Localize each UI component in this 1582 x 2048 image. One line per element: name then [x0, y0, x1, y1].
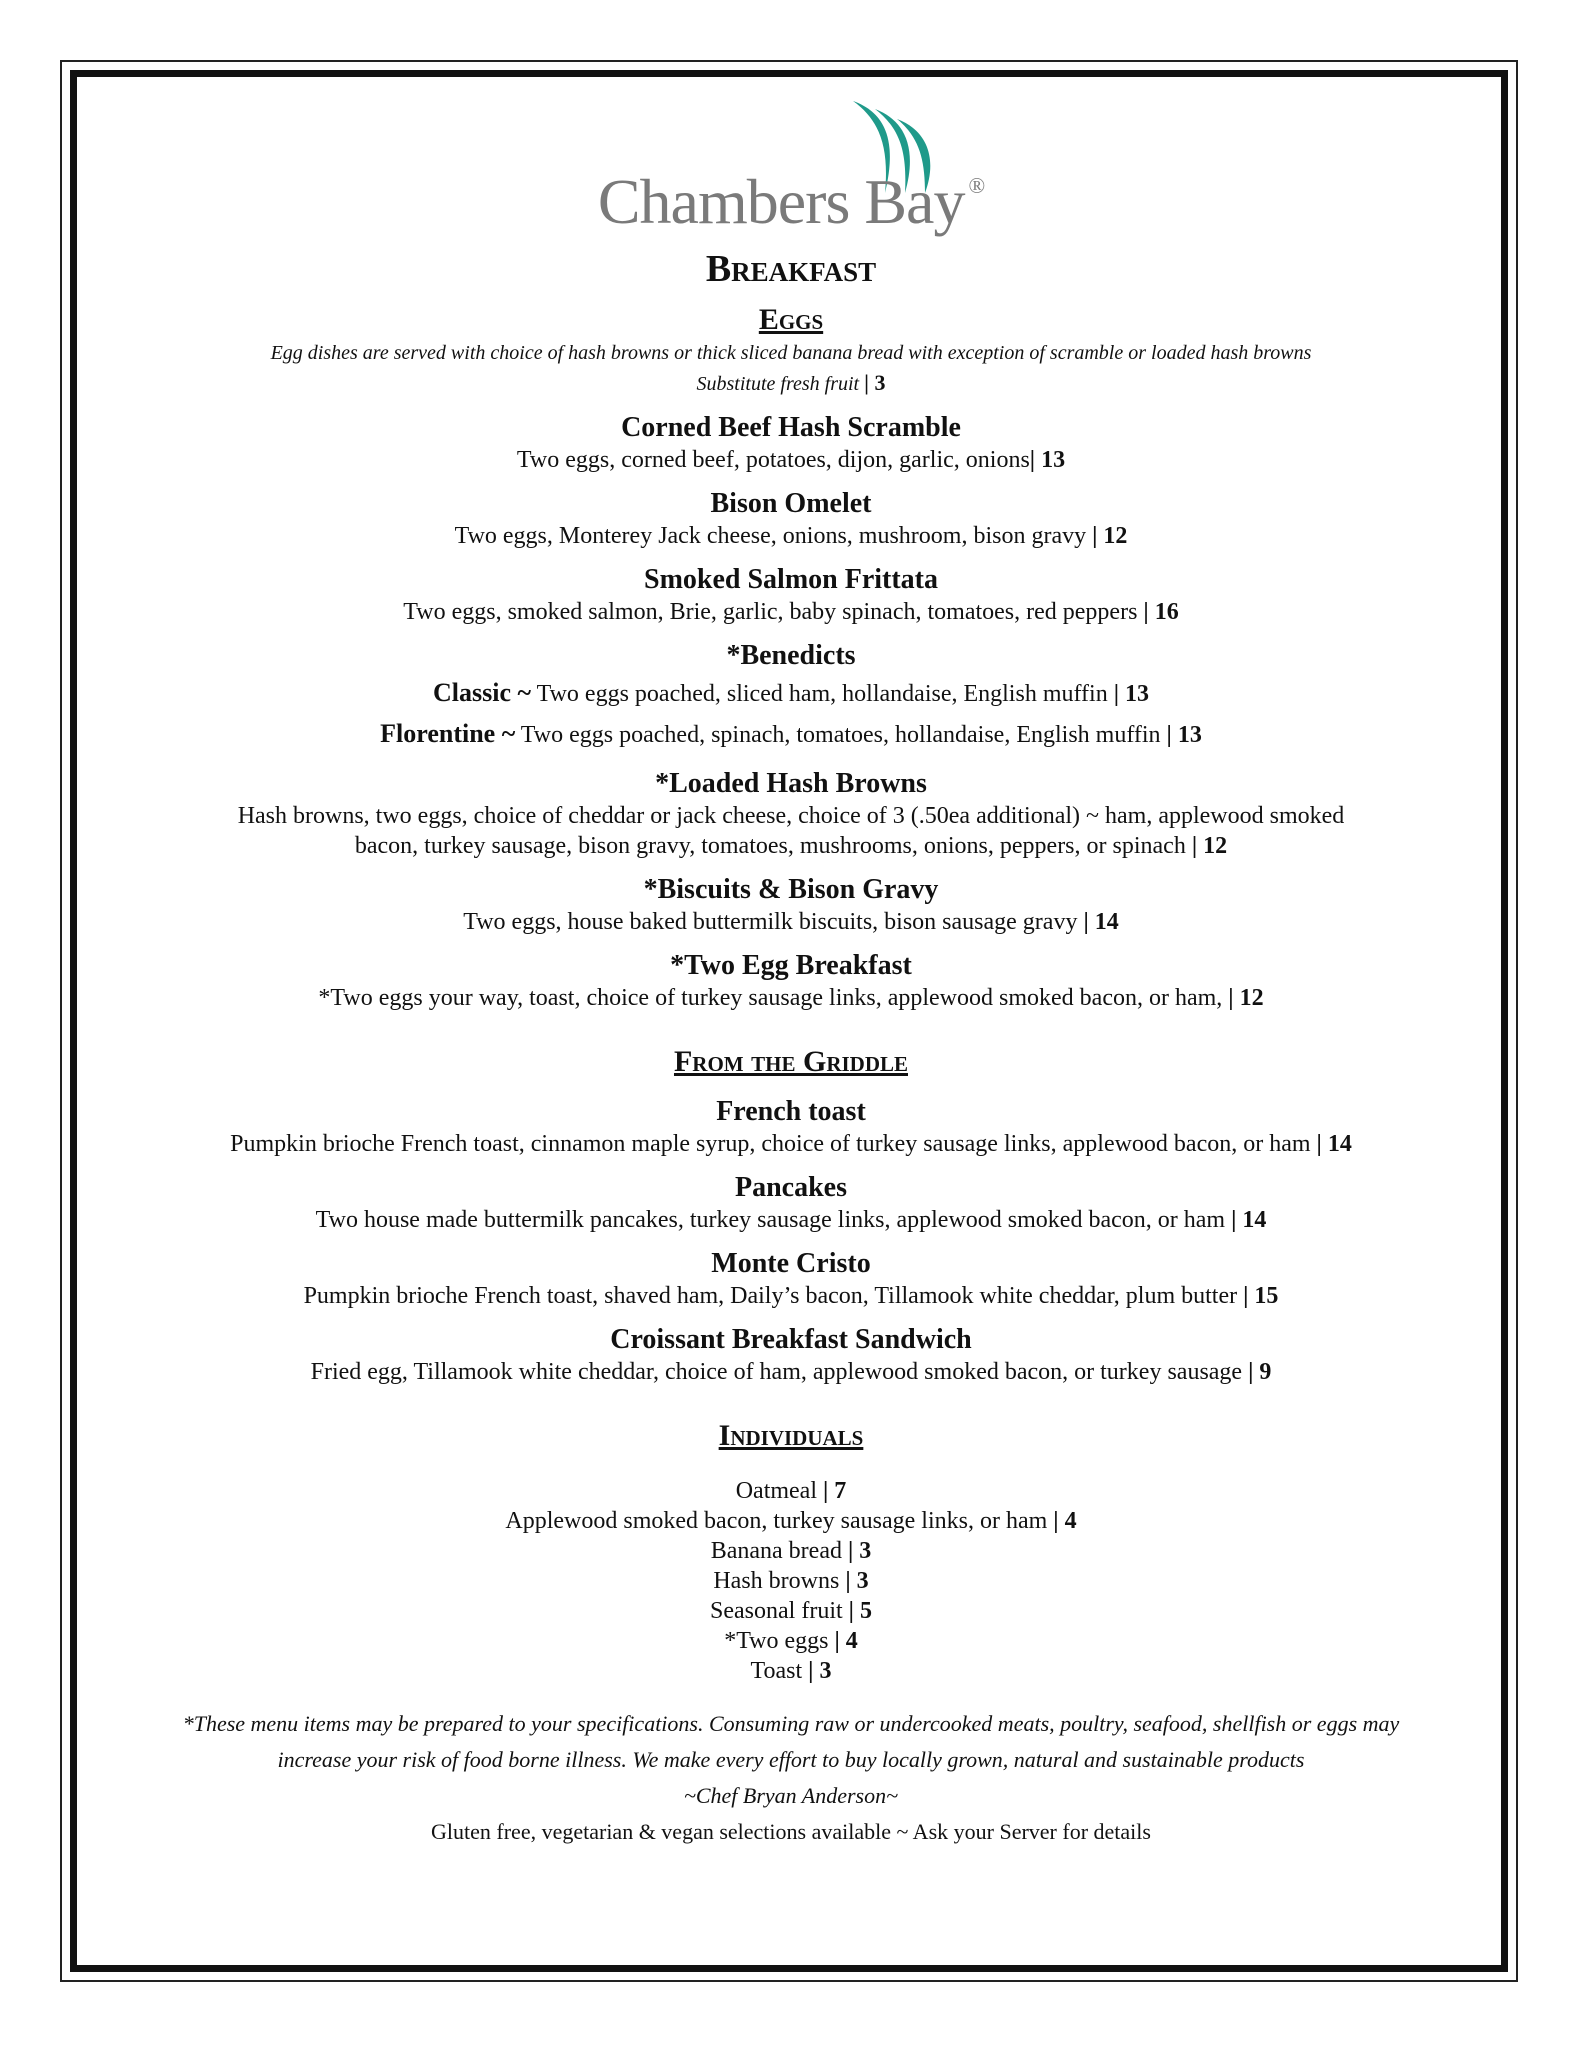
item-desc-text: Two eggs, Monterey Jack cheese, onions, mushroom, bison gravy — [454, 523, 1087, 550]
classic-label: Classic ~ — [433, 678, 532, 708]
item-desc-text: Pumpkin brioche French toast, cinnamon maple syrup, choice of turkey sausage links, applewood bacon, or ham — [230, 1130, 1311, 1157]
item-description — [100, 983, 1482, 1013]
item-price: | 14 — [1231, 1206, 1267, 1233]
item-price: | 12 — [1092, 523, 1128, 550]
chef-signature: ~Chef Bryan Anderson~ — [683, 1783, 899, 1809]
indiv-price: | 3 — [847, 1538, 872, 1565]
item-name: Croissant Breakfast Sandwich — [610, 1323, 972, 1355]
item-description — [100, 1129, 1482, 1159]
item-description — [100, 1357, 1482, 1387]
list-item — [100, 1536, 1482, 1566]
item-name: Pancakes — [735, 1171, 847, 1203]
eggs-note-line2 — [100, 368, 1482, 399]
item-price: | 16 — [1143, 599, 1179, 626]
substitute-price: | 3 — [864, 370, 886, 396]
menu-item — [100, 949, 1482, 1013]
item-description — [100, 907, 1482, 937]
indiv-price: | 5 — [848, 1598, 872, 1625]
item-desc-text: Fried egg, Tillamook white cheddar, choice of ham, applewood smoked bacon, or turkey sausage — [310, 1358, 1243, 1385]
indiv-price: | 7 — [823, 1478, 847, 1505]
list-item — [100, 1506, 1482, 1536]
menu-item — [100, 1095, 1482, 1159]
page-title: Breakfast — [705, 248, 877, 290]
list-item — [100, 1656, 1482, 1686]
item-price: | 9 — [1248, 1358, 1272, 1385]
indiv-price: | 4 — [834, 1628, 858, 1655]
item-desc-text: Pumpkin brioche French toast, shaved ham, Daily’s bacon, Tillamook white cheddar, plum butter — [303, 1282, 1238, 1309]
menu-item-benedicts — [100, 639, 1482, 755]
florentine-label: Florentine ~ — [380, 719, 516, 749]
benedict-classic — [100, 673, 1482, 714]
item-desc-text: Two eggs, corned beef, potatoes, dijon, garlic, onions — [516, 447, 1030, 474]
indiv-name: Toast — [750, 1658, 803, 1685]
item-name: Smoked Salmon Frittata — [644, 564, 938, 596]
brand-name-text: Chambers Bay — [597, 166, 965, 237]
section-title-eggs: Eggs — [758, 302, 824, 336]
individuals-list — [100, 1476, 1482, 1686]
item-name: *Benedicts — [726, 640, 856, 672]
menu-item — [100, 1323, 1482, 1387]
footer — [100, 1706, 1482, 1850]
indiv-price: | 4 — [1053, 1508, 1077, 1535]
item-price: | 13 — [1029, 447, 1066, 474]
indiv-name: Banana bread — [710, 1538, 842, 1565]
item-desc-text: *Two eggs your way, toast, choice of turkey sausage links, applewood smoked bacon, or ham, — [318, 985, 1223, 1012]
florentine-price: | 13 — [1166, 722, 1202, 749]
item-name: Bison Omelet — [710, 488, 872, 520]
item-description — [100, 445, 1482, 475]
item-description-line2 — [100, 831, 1482, 861]
menu-content — [100, 95, 1482, 1850]
section-title-individuals: Individuals — [718, 1418, 864, 1452]
brand-name — [100, 165, 1482, 239]
eggs-note-line1: Egg dishes are served with choice of hash browns or thick sliced banana bread with exception of scramble or loaded hash browns — [270, 342, 1312, 365]
indiv-price: | 3 — [808, 1658, 832, 1685]
item-name: Monte Cristo — [711, 1247, 871, 1279]
menu-item — [100, 411, 1482, 475]
list-item — [100, 1566, 1482, 1596]
item-description — [100, 521, 1482, 551]
indiv-name: Applewood smoked bacon, turkey sausage links, or ham — [505, 1508, 1048, 1535]
dietary-note: Gluten free, vegetarian & vegan selections available ~ Ask your Server for details — [431, 1819, 1151, 1845]
menu-item — [100, 487, 1482, 551]
menu-item-loaded-hash-browns — [100, 767, 1482, 861]
item-desc-text: Two eggs, smoked salmon, Brie, garlic, baby spinach, tomatoes, red peppers — [403, 599, 1138, 626]
florentine-desc: Two eggs poached, spinach, tomatoes, hollandaise, English muffin — [520, 722, 1161, 749]
item-price: | 12 — [1228, 985, 1264, 1012]
item-description — [100, 597, 1482, 627]
disclaimer-line1: *These menu items may be prepared to your specifications. Consuming raw or undercooked meats, poultry, seafood, shellfish or eggs may — [182, 1711, 1400, 1737]
item-price: | 15 — [1243, 1282, 1279, 1309]
menu-item — [100, 873, 1482, 937]
item-description — [100, 1281, 1482, 1311]
list-item — [100, 1476, 1482, 1506]
indiv-name: Seasonal fruit — [710, 1598, 843, 1625]
section-title-griddle: From the Griddle — [673, 1045, 908, 1079]
item-desc-text: Two house made buttermilk pancakes, turkey sausage links, applewood smoked bacon, or ham — [315, 1206, 1226, 1233]
disclaimer-line2: increase your risk of food borne illness. We make every effort to buy locally grown, natural and sustainable products — [277, 1747, 1305, 1773]
list-item — [100, 1596, 1482, 1626]
indiv-name: Hash browns — [713, 1568, 840, 1595]
menu-item — [100, 563, 1482, 627]
item-desc-text: Two eggs, house baked buttermilk biscuits, bison sausage gravy — [463, 909, 1078, 936]
menu-item — [100, 1171, 1482, 1235]
indiv-name: Oatmeal — [735, 1478, 817, 1505]
item-name: *Biscuits & Bison Gravy — [643, 874, 939, 906]
item-name: French toast — [716, 1095, 866, 1127]
classic-desc: Two eggs poached, sliced ham, hollandaise, English muffin — [536, 681, 1108, 708]
item-name: *Loaded Hash Browns — [655, 768, 927, 800]
item-name: *Two Egg Breakfast — [670, 950, 912, 982]
item-description-line1: Hash browns, two eggs, choice of cheddar or jack cheese, choice of 3 (.50ea additional) ~ ham, applewood smoked — [237, 803, 1345, 830]
brand-logo — [100, 95, 1482, 245]
item-desc-text: bacon, turkey sausage, bison gravy, tomatoes, mushrooms, onions, peppers, or spinach — [354, 833, 1186, 860]
item-description — [100, 1205, 1482, 1235]
list-item — [100, 1626, 1482, 1656]
registered-mark: ® — [968, 173, 985, 198]
item-price: | 14 — [1316, 1130, 1352, 1157]
indiv-name: *Two eggs — [724, 1628, 829, 1655]
classic-price: | 13 — [1113, 681, 1149, 708]
menu-item — [100, 1247, 1482, 1311]
item-name: Corned Beef Hash Scramble — [621, 412, 961, 444]
substitute-text: Substitute fresh fruit — [696, 373, 860, 396]
item-price: | 12 — [1191, 833, 1228, 860]
eggs-note — [100, 338, 1482, 399]
benedict-florentine — [100, 714, 1482, 755]
item-price: | 14 — [1083, 909, 1119, 936]
indiv-price: | 3 — [845, 1568, 869, 1595]
